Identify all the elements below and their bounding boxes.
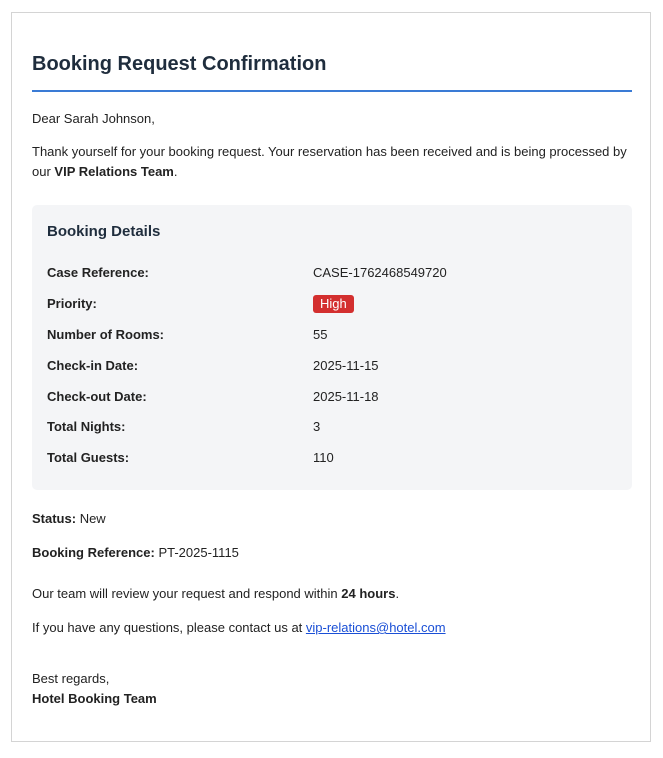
intro-text-end: .	[173, 164, 178, 179]
closing-regards: Best regards,	[32, 671, 110, 686]
contact-paragraph	[32, 618, 632, 638]
detail-row-priority	[47, 294, 617, 314]
detail-row-rooms	[47, 325, 617, 345]
check-out-value: 2025-11-18	[313, 389, 379, 404]
closing-signature: Hotel Booking Team	[32, 691, 157, 706]
detail-label: Total Nights:	[47, 419, 126, 434]
guests-value: 110	[313, 450, 334, 465]
status-line	[32, 509, 632, 529]
greeting-text: Dear Sarah Johnson,	[32, 111, 155, 126]
review-timeframe: 24 hours	[341, 586, 396, 601]
nights-value: 3	[313, 419, 321, 434]
detail-label: Priority:	[47, 296, 97, 311]
booking-reference-label: Booking Reference:	[32, 545, 155, 560]
contact-text: If you have any questions, please contact us at	[32, 620, 306, 635]
rooms-value: 55	[313, 327, 328, 342]
booking-details-title: Booking Details	[47, 223, 161, 240]
check-in-value: 2025-11-15	[313, 358, 379, 373]
title-divider	[32, 90, 632, 92]
detail-row-guests	[47, 448, 617, 468]
detail-row-check-in	[47, 356, 617, 376]
review-paragraph	[32, 584, 632, 604]
detail-row-case-reference	[47, 263, 617, 283]
contact-email-link[interactable]: vip-relations@hotel.com	[305, 620, 446, 635]
detail-row-nights	[47, 417, 617, 437]
status-value: New	[79, 511, 106, 526]
detail-label: Total Guests:	[47, 450, 130, 465]
intro-text: Thank yourself for your booking request. Your reservation has been received and is being processed by our	[32, 144, 627, 179]
booking-reference-value: PT-2025-1115	[158, 545, 239, 560]
priority-badge: High	[313, 295, 354, 313]
detail-label: Check-in Date:	[47, 358, 139, 373]
booking-reference-line	[32, 543, 632, 563]
detail-label: Number of Rooms:	[47, 327, 164, 342]
intro-paragraph	[32, 142, 632, 182]
email-container	[11, 12, 651, 742]
detail-label: Check-out Date:	[47, 389, 147, 404]
booking-details-card	[32, 205, 632, 490]
detail-label: Case Reference:	[47, 265, 149, 280]
detail-row-check-out	[47, 387, 617, 407]
status-label: Status:	[32, 511, 77, 526]
review-text-end: .	[395, 586, 400, 601]
review-text: Our team will review your request and respond within	[32, 586, 342, 601]
priority-value	[313, 294, 354, 314]
page-title: Booking Request Confirmation	[32, 53, 327, 75]
case-reference-value: CASE-1762468549720	[313, 265, 447, 280]
team-name: VIP Relations Team	[54, 164, 174, 179]
